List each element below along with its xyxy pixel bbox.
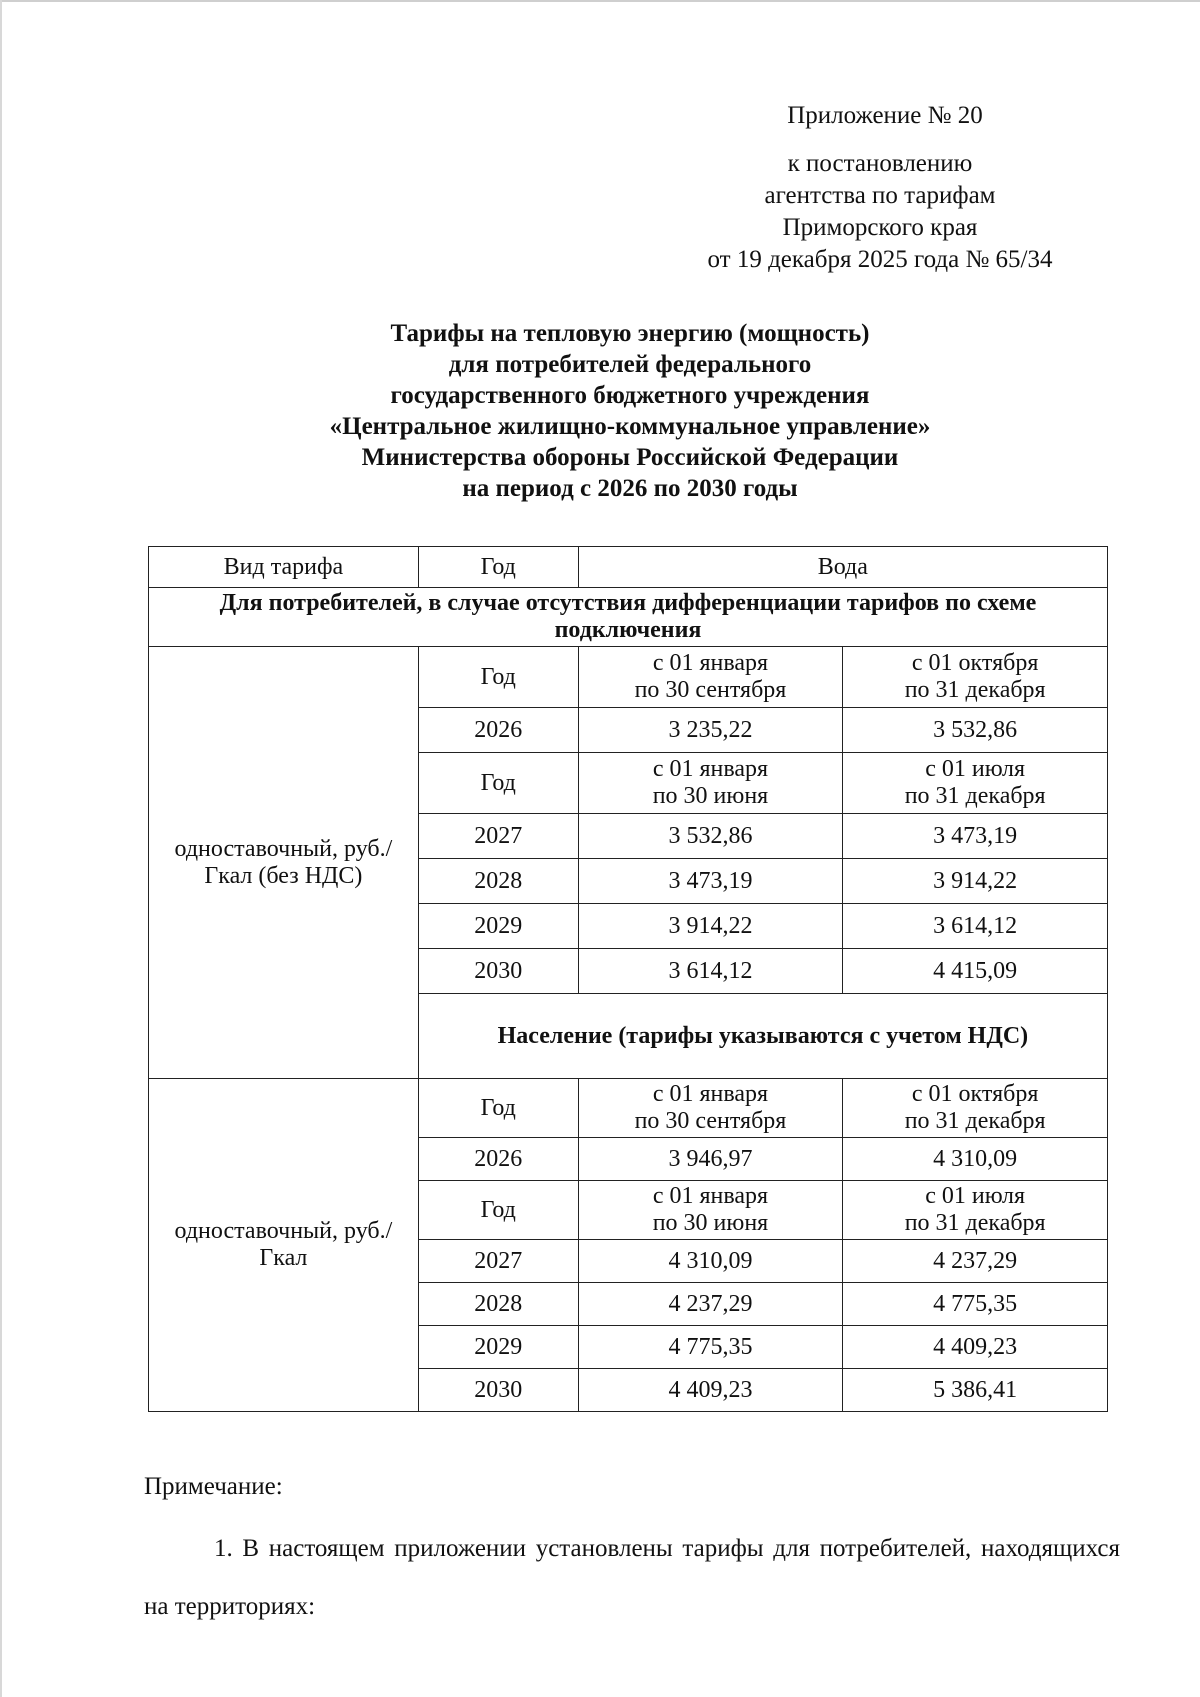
period-1-cell [578,753,843,814]
period-to: по 31 декабря [904,783,1046,809]
value-cell: 3 473,19 [578,859,843,904]
tariff-type-cell: одноставочный, руб./Гкал (без НДС) [149,647,419,1079]
year-cell: 2028 [418,859,578,904]
period-to: по 31 декабря [904,677,1046,703]
period-from: с 01 января [652,1081,769,1107]
title-line-1: Тарифы на тепловую энергию (мощность) [390,320,870,347]
period-from: с 01 января [652,650,769,676]
period-2-cell [843,1079,1108,1138]
period-to: по 31 декабря [904,1108,1046,1134]
value-cell: 3 532,86 [578,814,843,859]
value-cell: 3 614,12 [843,904,1108,949]
appendix-line-2: агентства по тарифам [764,182,996,209]
value-cell: 3 946,97 [578,1138,843,1181]
header-tariff-type: Вид тарифа [149,547,419,588]
appendix-block [640,100,1120,276]
period-to: по 30 июня [652,783,769,809]
period-1-cell [578,1079,843,1138]
table-header-row [149,547,1108,588]
tariff-type-cell: одноставочный, руб./Гкал [149,1079,419,1412]
title-line-6: на период с 2026 по 2030 годы [462,475,798,502]
year-cell: 2029 [418,1326,578,1369]
period-from: с 01 января [652,1183,769,1209]
year-cell: 2027 [418,814,578,859]
note-heading: Примечание: [144,1473,283,1500]
period-from: с 01 января [652,756,769,782]
appendix-title: Приложение № 20 [787,102,983,129]
value-cell: 3 235,22 [578,708,843,753]
value-cell: 4 775,35 [843,1283,1108,1326]
period-2-cell [843,1181,1108,1240]
page-edge-top [0,0,1200,2]
value-cell: 4 775,35 [578,1326,843,1369]
header-water: Вода [578,547,1107,588]
period-to: по 30 сентября [634,1108,787,1134]
section-group-label: Население (тарифы указываются с учетом НДС) [418,994,1107,1079]
value-cell: 3 473,19 [843,814,1108,859]
appendix-line-1: к постановлению [787,150,973,177]
period-year-label: Год [418,1181,578,1240]
year-cell: 2030 [418,1369,578,1412]
value-cell: 4 237,29 [843,1240,1108,1283]
title-line-4: «Центральное жилищно-коммунальное управление» [329,413,931,440]
period-to: по 30 сентября [634,677,787,703]
value-cell: 5 386,41 [843,1369,1108,1412]
tariff-table [148,546,1108,1412]
year-cell: 2029 [418,904,578,949]
value-cell: 3 614,12 [578,949,843,994]
note-item-1: 1. В настоящем приложении установлены тарифы для потребителей, находящихся на территориях: [144,1535,1120,1620]
period-from: с 01 июля [925,756,1026,782]
appendix-reference [640,148,1120,276]
document-title [140,318,1120,504]
period-1-cell [578,1181,843,1240]
year-cell: 2030 [418,949,578,994]
period-year-label: Год [418,1079,578,1138]
section-group-label: Для потребителей, в случае отсутствия дифференциации тарифов по схеме подключения [149,588,1108,647]
year-cell: 2027 [418,1240,578,1283]
period-year-label: Год [418,647,578,708]
title-line-3: государственного бюджетного учреждения [390,382,870,409]
appendix-line-4: от 19 декабря 2025 года № 65/34 [707,246,1053,273]
value-cell: 4 310,09 [843,1138,1108,1181]
period-header-row [149,1079,1108,1138]
period-from: с 01 октября [911,650,1039,676]
period-1-cell [578,647,843,708]
period-from: с 01 июля [925,1183,1026,1209]
year-cell: 2026 [418,1138,578,1181]
value-cell: 3 914,22 [578,904,843,949]
title-line-5: Министерства обороны Российской Федерации [361,444,899,471]
value-cell: 4 409,23 [578,1369,843,1412]
period-2-cell [843,753,1108,814]
page-edge-left [0,0,2,1697]
section-group-row [149,588,1108,647]
period-2-cell [843,647,1108,708]
title-line-2: для потребителей федерального [448,351,812,378]
year-cell: 2028 [418,1283,578,1326]
appendix-line-3: Приморского края [782,214,978,241]
value-cell: 3 914,22 [843,859,1108,904]
period-from: с 01 октября [911,1081,1039,1107]
period-to: по 30 июня [652,1210,769,1236]
value-cell: 3 532,86 [843,708,1108,753]
period-header-row [149,647,1108,708]
period-to: по 31 декабря [904,1210,1046,1236]
value-cell: 4 310,09 [578,1240,843,1283]
header-year: Год [418,547,578,588]
year-cell: 2026 [418,708,578,753]
value-cell: 4 237,29 [578,1283,843,1326]
period-year-label: Год [418,753,578,814]
value-cell: 4 409,23 [843,1326,1108,1369]
value-cell: 4 415,09 [843,949,1108,994]
